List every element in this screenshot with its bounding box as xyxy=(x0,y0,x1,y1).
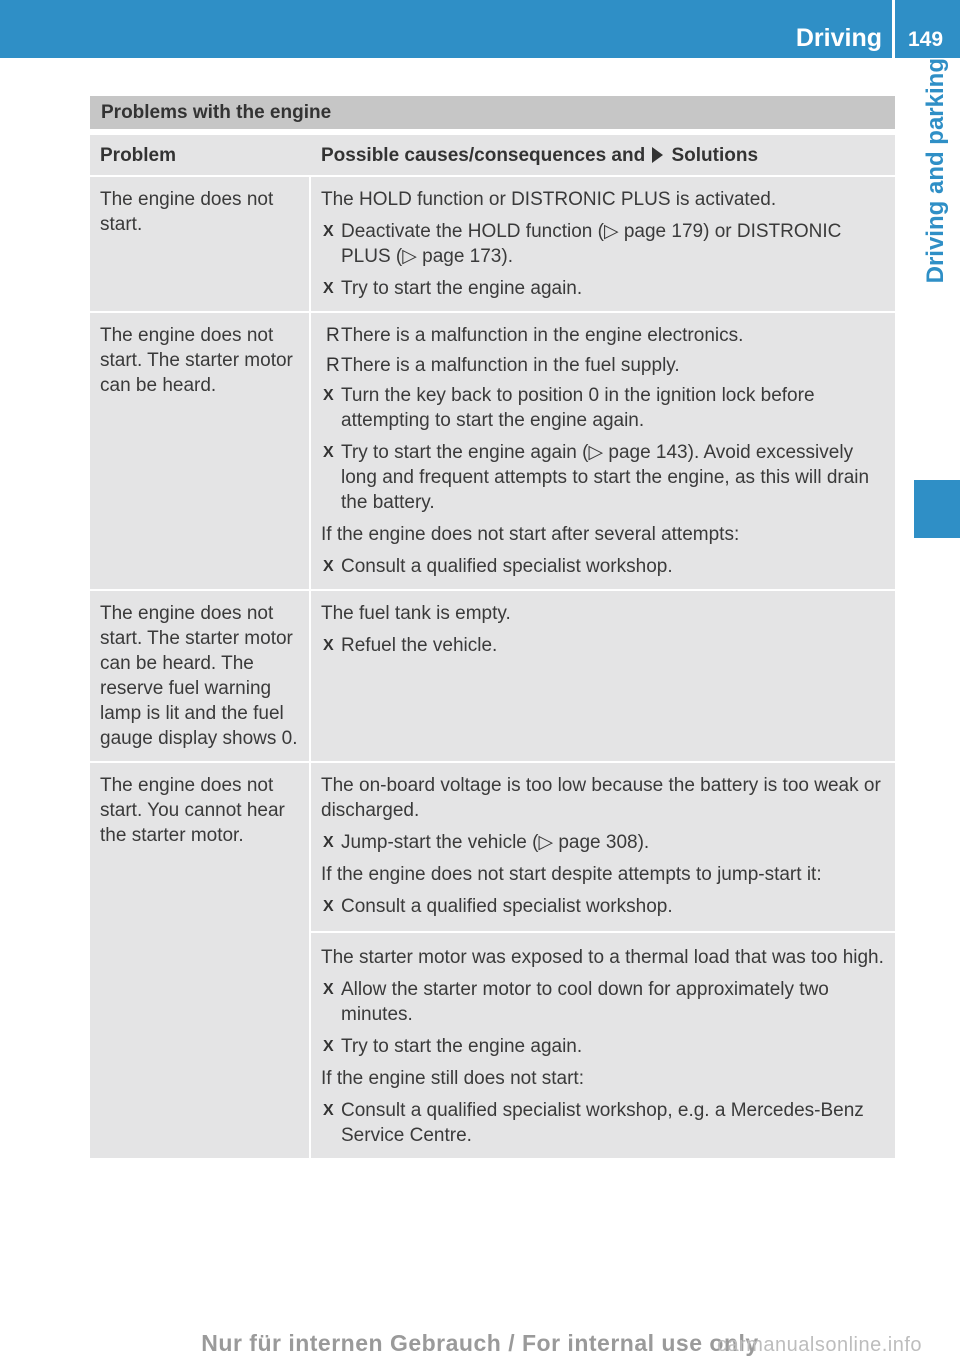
problem-cell: The engine does not start. xyxy=(90,177,311,311)
solutions-cell xyxy=(311,313,895,589)
table-header-row xyxy=(90,135,895,177)
cause-text: If the engine does not start despite attempts to jump-start it: xyxy=(321,864,822,885)
bullet-marker-icon: R xyxy=(326,325,340,346)
chapter-side-tab-label: Driving and parking xyxy=(922,58,949,284)
action-step-text: Try to start the engine again (▷ page 143). Avoid excessively long and frequent attempts to start the engine, as this will drain the battery. xyxy=(341,442,870,513)
cause-text: If the engine still does not start: xyxy=(321,1068,584,1089)
cause-block xyxy=(321,773,887,919)
cause-block xyxy=(321,601,887,658)
action-step-text: Try to start the engine again. xyxy=(341,278,583,299)
arrow-right-icon xyxy=(652,147,663,163)
step-marker-icon: X xyxy=(323,444,334,461)
action-step-text: Allow the starter motor to cool down for approximately two minutes. xyxy=(341,979,829,1025)
cause-block xyxy=(321,323,887,579)
chapter-side-marker xyxy=(914,480,960,538)
action-step xyxy=(321,440,887,515)
table-row xyxy=(90,177,895,313)
page-footer xyxy=(0,1330,960,1357)
step-marker-icon: X xyxy=(323,1102,334,1119)
action-step xyxy=(321,977,887,1027)
bullet-text: There is a malfunction in the engine electronics. xyxy=(341,325,744,346)
engine-problems-table xyxy=(90,96,895,1160)
page-number: 149 xyxy=(908,28,944,51)
action-step xyxy=(321,1034,887,1059)
action-step-text: Try to start the engine again. xyxy=(341,1036,583,1057)
step-marker-icon: X xyxy=(323,223,334,240)
chapter-side-tab xyxy=(912,58,960,538)
table-body xyxy=(90,177,895,1160)
table-row xyxy=(90,313,895,591)
header-solutions-label: Solutions xyxy=(671,145,759,166)
cause-text: If the engine does not start after several attempts: xyxy=(321,524,740,545)
solutions-cell xyxy=(311,763,895,1158)
action-step-text: Jump-start the vehicle (▷ page 308). xyxy=(341,832,650,853)
header-divider xyxy=(892,0,895,58)
step-marker-icon: X xyxy=(323,637,334,654)
action-step xyxy=(321,1098,887,1148)
step-marker-icon: X xyxy=(323,981,334,998)
action-step-text: Consult a qualified specialist workshop. xyxy=(341,556,673,577)
step-marker-icon: X xyxy=(323,558,334,575)
cause-text: The on-board voltage is too low because the battery is too weak or discharged. xyxy=(321,775,881,821)
problem-cell: The engine does not start. The starter motor can be heard. xyxy=(90,313,311,589)
action-step xyxy=(321,554,887,579)
action-step-text: Consult a qualified specialist workshop, e.g. a Mercedes-Benz Service Centre. xyxy=(341,1100,864,1146)
problem-cell: The engine does not start. You cannot hear the starter motor. xyxy=(90,763,311,1158)
solutions-cell xyxy=(311,177,895,311)
action-step xyxy=(321,276,887,301)
header-problem: Problem xyxy=(100,145,177,166)
cause-text: The starter motor was exposed to a thermal load that was too high. xyxy=(321,947,884,968)
bullet-text: There is a malfunction in the fuel supply. xyxy=(341,355,680,376)
problem-cell: The engine does not start. The starter motor can be heard. The reserve fuel warning lamp is lit and the fuel gauge display shows 0. xyxy=(90,591,311,761)
cause-text: The fuel tank is empty. xyxy=(321,603,511,624)
action-step-text: Deactivate the HOLD function (▷ page 179) or DISTRONIC PLUS (▷ page 173). xyxy=(341,221,842,267)
action-step xyxy=(321,830,887,855)
action-step xyxy=(321,633,887,658)
action-step-text: Refuel the vehicle. xyxy=(341,635,498,656)
action-step xyxy=(321,219,887,269)
cause-block xyxy=(311,931,895,1148)
action-step-text: Consult a qualified specialist workshop. xyxy=(341,896,673,917)
footer-note: Nur für internen Gebrauch / For internal use only xyxy=(201,1330,759,1356)
table-title: Problems with the engine xyxy=(90,96,895,129)
action-step xyxy=(321,894,887,919)
table-row xyxy=(90,763,895,1160)
action-step-text: Turn the key back to position 0 in the ignition lock before attempting to start the engine again. xyxy=(341,385,815,431)
step-marker-icon: X xyxy=(323,1038,334,1055)
step-marker-icon: X xyxy=(323,387,334,404)
page-header-bar xyxy=(0,0,960,58)
step-marker-icon: X xyxy=(323,898,334,915)
cause-block xyxy=(321,187,887,301)
bullet-item xyxy=(321,323,887,348)
watermark: carmanualsonline.info xyxy=(716,1334,922,1356)
step-marker-icon: X xyxy=(323,280,334,297)
header-solutions-text: Possible causes/consequences and xyxy=(321,145,646,166)
bullet-marker-icon: R xyxy=(326,355,340,376)
section-title: Driving xyxy=(795,24,882,52)
solutions-cell xyxy=(311,591,895,761)
cause-text: The HOLD function or DISTRONIC PLUS is activated. xyxy=(321,189,777,210)
action-step xyxy=(321,383,887,433)
bullet-item xyxy=(321,353,887,378)
table-row xyxy=(90,591,895,763)
step-marker-icon: X xyxy=(323,834,334,851)
header-solutions xyxy=(311,135,895,175)
